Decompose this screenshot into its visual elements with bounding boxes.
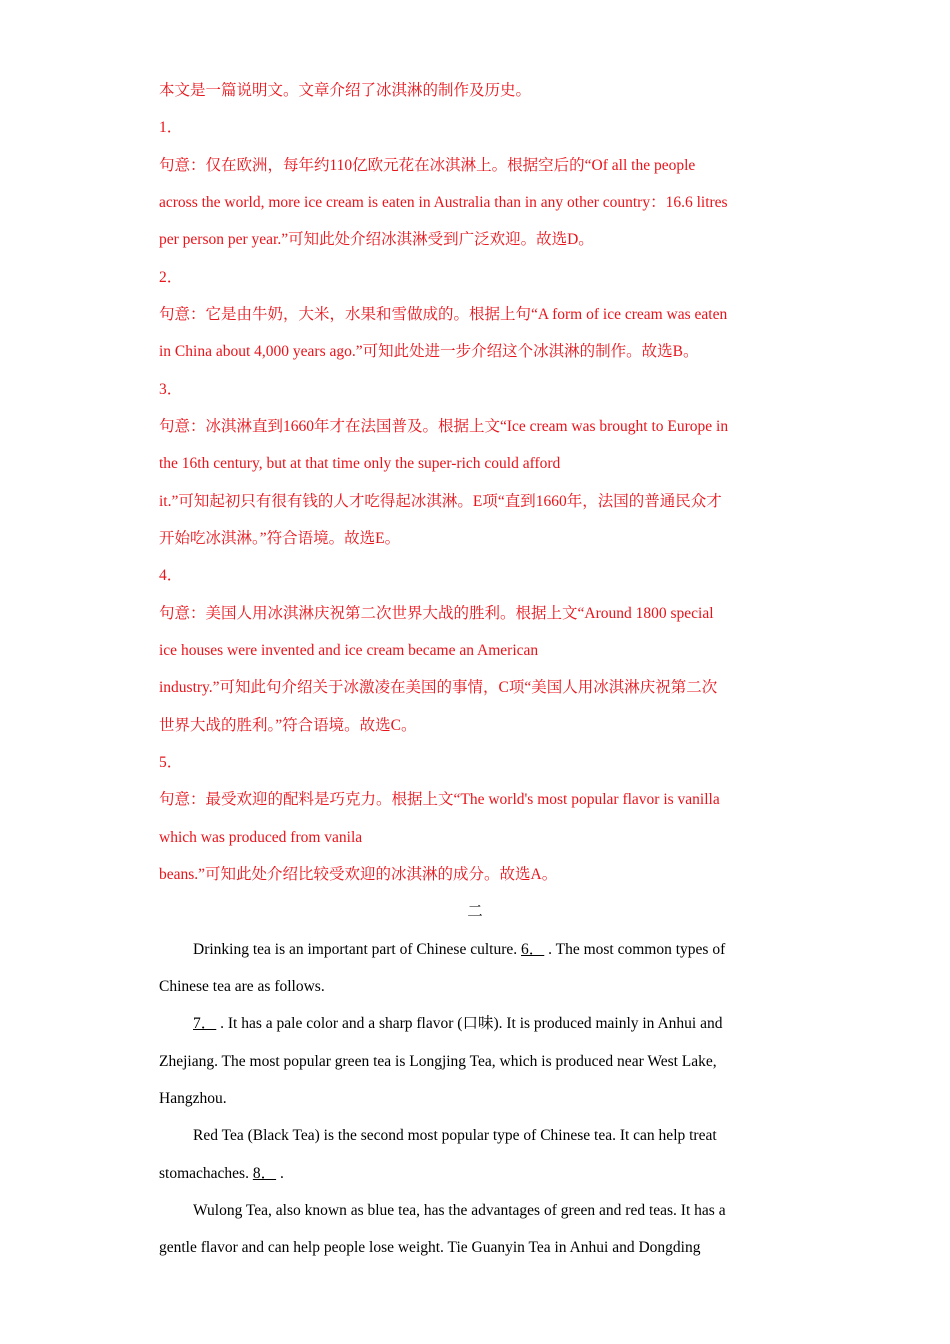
passage-p4-line-2: gentle flavor and can help people lose weight. Tie Guanyin Tea in Anhui and Dongding (159, 1239, 701, 1256)
q1-number: 1． (159, 119, 183, 136)
q4-line-3: industry.”可知此句介绍关于冰激凌在美国的事情，C项“美国人用冰淇淋庆祝第二次 (159, 679, 718, 696)
q3-number: 3． (159, 381, 183, 398)
q2-number: 2． (159, 269, 183, 286)
q2-line-1: 句意：它是由牛奶，大米，水果和雪做成的。根据上句“A form of ice cream was eaten (159, 306, 728, 323)
passage-p1-line-2: Chinese tea are as follows. (159, 978, 325, 995)
p3-text-b: . (276, 1165, 284, 1182)
passage-p3-line-1: Red Tea (Black Tea) is the second most popular type of Chinese tea. It can help treat (193, 1127, 717, 1144)
q4-line-2: ice houses were invented and ice cream became an American (159, 642, 539, 659)
q5-number: 5． (159, 754, 183, 771)
blank-8: 8． (252, 1165, 277, 1182)
q4-line-1: 句意：美国人用冰淇淋庆祝第二次世界大战的胜利。根据上文“Around 1800 special (159, 605, 714, 622)
passage-p2-line-3: Hangzhou. (159, 1090, 227, 1107)
q4-number: 4． (159, 567, 183, 584)
p1-text-b: . The most common types of (544, 941, 726, 958)
q1-line-1: 句意：仅在欧洲，每年约110亿欧元花在冰淇淋上。根据空后的“Of all the people (159, 157, 696, 174)
blank-6: 6． (521, 941, 545, 958)
q3-line-1: 句意：冰淇淋直到1660年才在法国普及。根据上文“Ice cream was brought to Europe in (159, 418, 729, 435)
analysis-intro: 本文是一篇说明文。文章介绍了冰淇淋的制作及历史。 (159, 82, 532, 99)
q3-line-4: 开始吃冰淇淋。”符合语境。故选E。 (159, 530, 401, 547)
passage-p4-line-1: Wulong Tea, also known as blue tea, has the advantages of green and red teas. It has a (193, 1202, 726, 1219)
passage-p2-line-2: Zhejiang. The most popular green tea is Longjing Tea, which is produced near West Lake, (159, 1053, 717, 1070)
blank-7: 7． (193, 1015, 217, 1032)
passage-p2-line-1 (193, 1013, 722, 1035)
passage-p3-line-2 (159, 1163, 284, 1185)
p3-text-a: stomachaches. (159, 1165, 253, 1182)
p2-text-a: . It has a pale color and a sharp flavor (口味). It is produced mainly in Anhui and (216, 1015, 723, 1032)
q2-line-2: in China about 4,000 years ago.”可知此处进一步介绍这个冰淇淋的制作。故选B。 (159, 343, 699, 360)
q5-line-1: 句意：最受欢迎的配料是巧克力。根据上文“The world's most popular flavor is vanilla (159, 791, 720, 808)
passage-p1-line-1 (193, 939, 725, 961)
q4-line-4: 世界大战的胜利。”符合语境。故选C。 (159, 717, 417, 734)
q3-line-3: it.”可知起初只有很有钱的人才吃得起冰淇淋。E项“直到1660年，法国的普通民众才 (159, 493, 722, 510)
q1-line-2: across the world, more ice cream is eaten in Australia than in any other country：16.6 litres (159, 194, 728, 211)
q5-line-2: which was produced from vanila (159, 829, 363, 846)
q3-line-2: the 16th century, but at that time only the super-rich could afford (159, 455, 561, 472)
p1-text-a: Drinking tea is an important part of Chinese culture. (193, 941, 521, 958)
q5-line-3: beans.”可知此处介绍比较受欢迎的冰淇淋的成分。故选A。 (159, 866, 558, 883)
q1-line-3: per person per year.”可知此处介绍冰淇淋受到广泛欢迎。故选D。 (159, 231, 594, 248)
section-heading: 二 (467, 903, 483, 920)
